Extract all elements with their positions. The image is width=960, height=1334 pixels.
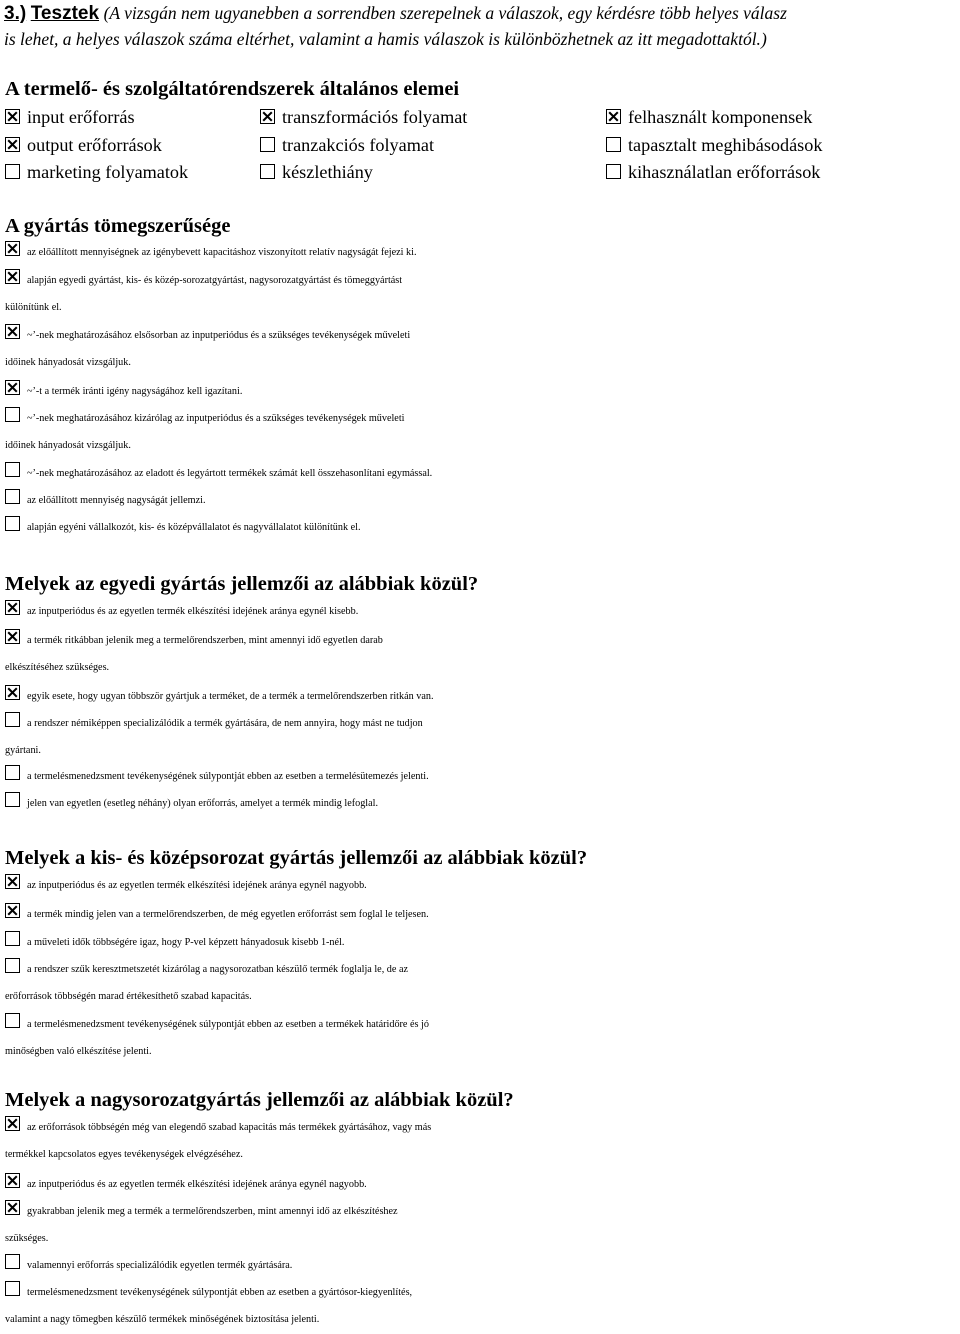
answer-option-text: a termék ritkábban jelenik meg a termelőrendszerben, mint amennyi idő egyetlen darab [27, 635, 383, 646]
checkbox-checked[interactable] [5, 137, 20, 152]
answer-option[interactable] [5, 515, 960, 542]
section-number: 3.) [4, 3, 27, 24]
answer-option[interactable] [5, 379, 960, 406]
answer-option-text: időinek hányadosát vizsgáljuk. [5, 439, 131, 451]
checkbox-unchecked[interactable] [5, 489, 20, 504]
note-open-paren: ( [103, 3, 110, 23]
answer-option[interactable] [5, 268, 960, 295]
answer-option[interactable] [5, 240, 960, 267]
section-title: Tesztek [30, 3, 100, 24]
answer-option-label: output erőforrások [27, 135, 162, 155]
answer-option-text: alapján egyedi gyártást, kis- és közép-sorozatgyártást, nagysorozatgyártást és tömeggyártást [27, 275, 403, 286]
answer-option-text: valamennyi erőforrás specializálódik egyetlen termék gyártására. [27, 1260, 293, 1271]
answer-option-text: az előállított mennyiség nagyságát jellemzi. [27, 495, 206, 506]
answer-option-text: valamint a nagy tömegben készülő termékek minőségének biztosítása jelenti. [5, 1313, 320, 1325]
answer-option-continuation [5, 655, 960, 682]
answer-option[interactable] [5, 684, 960, 711]
answer-option[interactable] [5, 628, 960, 655]
checkbox-checked[interactable] [5, 1173, 20, 1188]
question-title: Melyek az egyedi gyártás jellemzői az alábbiak közül? [5, 573, 479, 595]
answer-option-text: elkészítéséhez szükséges. [5, 661, 110, 673]
checkbox-unchecked[interactable] [5, 164, 20, 179]
checkbox-unchecked[interactable] [5, 958, 20, 973]
answer-option[interactable] [5, 599, 960, 626]
checkbox-checked[interactable] [5, 1116, 20, 1131]
answer-option-text: szükséges. [5, 1232, 49, 1244]
answer-option-text: gyártani. [5, 744, 41, 756]
question-title: A gyártás tömegszerűsége [5, 215, 231, 237]
answer-option[interactable] [5, 902, 960, 929]
answer-option-label: tapasztalt meghibásodások [628, 135, 823, 155]
question-title: Melyek a nagysorozatgyártás jellemzői az alábbiak közül? [5, 1089, 514, 1111]
answer-option-continuation [5, 433, 960, 460]
checkbox-checked[interactable] [5, 629, 20, 644]
answer-option[interactable] [5, 461, 960, 488]
section-heading [4, 2, 787, 25]
question-title: A termelő- és szolgáltatórendszerek általános elemei [5, 78, 460, 100]
answer-option-text: az erőforrások többségén még van elegendő szabad kapacitás más termékek gyártásához, vagy más [27, 1122, 432, 1133]
checkbox-unchecked[interactable] [5, 1281, 20, 1296]
answer-option-continuation [5, 1142, 960, 1169]
checkbox-checked[interactable] [260, 109, 275, 124]
answer-option[interactable] [5, 930, 960, 957]
answer-option-label: kihasználatlan erőforrások [628, 162, 821, 182]
answer-option-text: az inputperiódus és az egyetlen termék elkészítési idejének aránya egynél nagyobb. [27, 880, 367, 891]
answer-option-text: egyik esete, hogy ugyan többször gyártjuk a terméket, de a termék a termelőrendszerben ritkán van. [27, 691, 434, 702]
answer-option-text: a termék mindig jelen van a termelőrendszerben, de még egyetlen erőforrást sem foglal le teljesen. [27, 909, 429, 920]
note-line-2: is lehet, a helyes válaszok száma eltérhet, valamint a hamis válaszok is különbözhetnek az itt megadottaktól. [4, 29, 761, 49]
checkbox-checked[interactable] [5, 109, 20, 124]
answer-option[interactable] [5, 1115, 960, 1142]
checkbox-unchecked[interactable] [260, 137, 275, 152]
answer-option[interactable] [5, 957, 960, 984]
checkbox-checked[interactable] [5, 874, 20, 889]
checkbox-unchecked[interactable] [5, 407, 20, 422]
answer-option-text: gyakrabban jelenik meg a termék a termelőrendszerben, mint amennyi idő az elkészítéshez [27, 1206, 398, 1217]
answer-option[interactable] [5, 711, 960, 738]
answer-option[interactable] [5, 1012, 960, 1039]
answer-option[interactable] [5, 764, 960, 791]
checkbox-unchecked[interactable] [5, 765, 20, 780]
checkbox-unchecked[interactable] [5, 516, 20, 531]
answer-option-continuation [5, 1039, 960, 1066]
note-close-paren: ) [760, 29, 767, 49]
answer-option[interactable] [5, 791, 960, 818]
checkbox-unchecked[interactable] [5, 792, 20, 807]
answer-option-continuation [5, 984, 960, 1011]
answer-option-text: az előállított mennyiségnek az igénybevett kapacitáshoz viszonyított relatív nagyságát fejezi ki. [27, 247, 417, 258]
note-line-1: A vizsgán nem ugyanebben a sorrendben szerepelnek a válaszok, egy kérdésre több helyes válasz [109, 3, 787, 23]
answer-option-continuation [5, 1226, 960, 1253]
answer-option[interactable] [5, 104, 135, 130]
answer-option-text: termelésmenedzsment tevékenységének súlypontját ebben az esetben a gyártósor-kiegyenlítés, [27, 1287, 413, 1298]
answer-option-continuation [5, 295, 960, 322]
answer-option-label: input erőforrás [27, 107, 135, 127]
checkbox-unchecked[interactable] [5, 1013, 20, 1028]
answer-option-text: termékkel kapcsolatos egyes tevékenységek elvégzéséhez. [5, 1148, 243, 1160]
checkbox-checked[interactable] [5, 685, 20, 700]
answer-option[interactable] [5, 1253, 960, 1280]
answer-option-label: felhasznált komponensek [628, 107, 813, 127]
checkbox-checked[interactable] [5, 1200, 20, 1215]
answer-option-continuation [5, 738, 960, 765]
answer-option-text: ~’-t a termék iránti igény nagyságához kell igazítani. [27, 386, 243, 397]
answer-option-text: erőforrások többségén marad értékesíthető szabad kapacitás. [5, 990, 252, 1002]
answer-option[interactable] [5, 1172, 960, 1199]
answer-option-text: ~’-nek meghatározásához elsősorban az inputperiódus és a szükséges tevékenységek műveleti [27, 330, 411, 341]
answer-option[interactable] [5, 132, 162, 158]
answer-option-continuation [5, 1307, 960, 1334]
answer-option-continuation [5, 350, 960, 377]
checkbox-unchecked[interactable] [5, 931, 20, 946]
checkbox-unchecked[interactable] [5, 462, 20, 477]
checkbox-checked[interactable] [606, 109, 621, 124]
answer-option[interactable] [606, 159, 820, 185]
answer-option-text: a műveleti idők többségére igaz, hogy P-vel képzett hányadosuk kisebb 1-nél. [27, 937, 345, 948]
answer-option-text: a rendszer némiképpen specializálódik a termék gyártására, de nem annyira, hogy mást ne tudjon [27, 718, 423, 729]
answer-option-text: a termelésmenedzsment tevékenységének súlypontját ebben az esetben a termelésütemezés jelenti. [27, 771, 429, 782]
checkbox-unchecked[interactable] [5, 1254, 20, 1269]
answer-option-text: ~’-nek meghatározásához kizárólag az inputperiódus és a szükséges tevékenységek műveleti [27, 413, 405, 424]
checkbox-checked[interactable] [5, 903, 20, 918]
answer-option[interactable] [5, 159, 188, 185]
answer-option-label: tranzakciós folyamat [282, 135, 435, 155]
checkbox-unchecked[interactable] [606, 137, 621, 152]
answer-option-text: a termelésmenedzsment tevékenységének súlypontját ebben az esetben a termékek határidőre és jó [27, 1019, 429, 1030]
answer-option-label: transzformációs folyamat [282, 107, 468, 127]
checkbox-checked[interactable] [5, 241, 20, 256]
answer-option[interactable] [5, 488, 960, 515]
answer-option-label: készlethiány [282, 162, 373, 182]
answer-option-text: ~’-nek meghatározásához az eladott és legyártott termékek számát kell összehasonlítani egymással. [27, 468, 433, 479]
checkbox-unchecked[interactable] [606, 164, 621, 179]
answer-option-text: jelen van egyetlen (esetleg néhány) olyan erőforrás, amelyet a termék mindig lefoglal. [27, 798, 379, 809]
answer-option[interactable] [5, 406, 960, 433]
answer-option-text: különítünk el. [5, 301, 62, 313]
answer-option[interactable] [5, 873, 960, 900]
answer-option[interactable] [606, 104, 812, 130]
answer-option[interactable] [5, 1280, 960, 1307]
answer-option-text: az inputperiódus és az egyetlen termék elkészítési idejének aránya egynél nagyobb. [27, 1179, 367, 1190]
answer-option-text: minőségben való elkészítése jelenti. [5, 1045, 152, 1057]
checkbox-checked[interactable] [5, 324, 20, 339]
answer-option-text: időinek hányadosát vizsgáljuk. [5, 356, 131, 368]
answer-option[interactable] [606, 132, 822, 158]
checkbox-unchecked[interactable] [5, 712, 20, 727]
answer-option[interactable] [5, 323, 960, 350]
answer-option-text: alapján egyéni vállalkozót, kis- és középvállalatot és nagyvállalatot különítünk el. [27, 522, 361, 533]
answer-option-text: az inputperiódus és az egyetlen termék elkészítési idejének aránya egynél kisebb. [27, 606, 359, 617]
checkbox-checked[interactable] [5, 380, 20, 395]
answer-option-text: a rendszer szűk keresztmetszetét kizárólag a nagysorozatban készülő termék foglalja le, de az [27, 964, 409, 975]
answer-option[interactable] [260, 159, 373, 185]
answer-option[interactable] [260, 104, 467, 130]
answer-option[interactable] [260, 132, 434, 158]
note-line-2-wrap [4, 28, 767, 50]
answer-option[interactable] [5, 1199, 960, 1226]
checkbox-checked[interactable] [5, 600, 20, 615]
checkbox-unchecked[interactable] [260, 164, 275, 179]
answer-option-label: marketing folyamatok [27, 162, 189, 182]
question-title: Melyek a kis- és középsorozat gyártás jellemzői az alábbiak közül? [5, 847, 588, 869]
checkbox-checked[interactable] [5, 269, 20, 284]
